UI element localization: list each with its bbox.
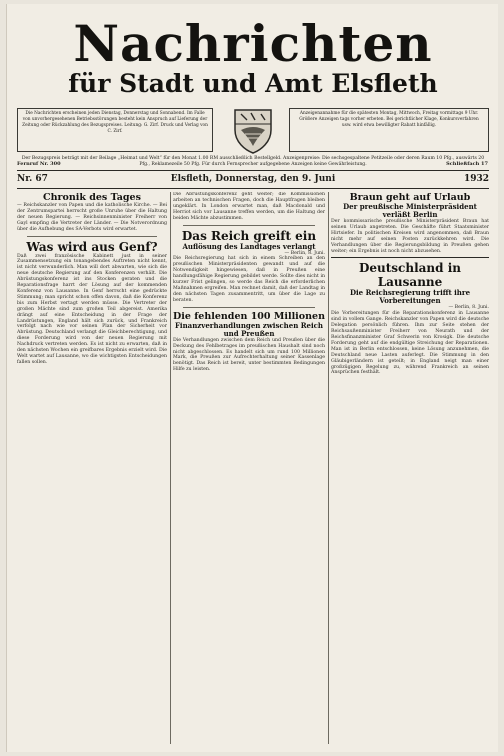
article-text: Der kommissarische preußische Ministerpräsident Braun hat seinen Urlaub angetreten. Die Geschäfte führt Staatsminister Hirtsiefer. In politischen Kreisen wird angenommen, daß Braun nicht mehr auf seinen Posten zurückkehren wird. Die Verhandlungen über die Regierungsbildung in Preußen gehen weiter; ein Ergebnis ist noch nicht abzusehen. <box>331 219 489 254</box>
column-3 <box>331 192 489 744</box>
divider <box>27 236 157 237</box>
article-text: — Reichskanzler von Papen und die katholische Kirche. — Bei der Zentrumspartei herrscht große Unruhe über die Haltung der neuen Regierung. — Reichsinnenminister Freiherr von Gayl empfing die Vertreter der Länder. — Die Notverordnung über die Aufhebung des SA-Verbots wird erwartet. <box>17 203 167 232</box>
top-rule <box>17 170 489 171</box>
article-subheading: Die Reichsregierung trifft ihre Vorbereitungen <box>349 288 471 306</box>
advertising-info-box: Anzeigenannahme für die spätesten Montag, Mittwoch, Freitag vormittags 9 Uhr. Größere Anzeigen tags vorher erbeten. Bei gerichtlicher Klage, Konkursverfahren usw. wird etwa bewilligter Rabatt hinfällig. <box>289 108 489 152</box>
newspaper-page <box>6 4 498 752</box>
column-divider <box>328 192 329 744</box>
article-heading: Das Reich greift ein <box>181 228 317 243</box>
bottom-rule <box>17 188 489 189</box>
article-heading: Chronik des Tages <box>43 192 141 203</box>
article-text: Die Abrüstungskonferenz geht weiter; die Kommissionen arbeiten an technischen Fragen, doch die Hauptfragen bleiben ungeklärt. In London erwartet man, daß Macdonald und Herriot sich vor Lausanne treffen werden, um die Haltung der beiden Mächte abzustimmen. <box>173 192 325 221</box>
article-subheading: Auflösung des Landtages verlangt <box>182 241 316 251</box>
price-line: Der Bezugspreis beträgt mit der Beilage „Heimat und Welt“ für den Monat 1.00 RM ausschließlich Bestellgeld. Anzeigenpreise: Die sechsgespaltene Petitzeile oder deren Raum 10 Pfg., auswärts 20 Pfg., Reklamezeile 50 Pfg. Für durch Fernsprecher aufgegebene Anzeigen keine Gewährleistung. <box>21 156 485 167</box>
dateline: — Berlin, 8. Juni. <box>284 250 325 256</box>
column-2 <box>173 192 325 744</box>
divider <box>183 307 315 308</box>
coat-of-arms-icon <box>227 104 279 156</box>
issue-year: 1932 <box>463 174 489 184</box>
dateline: — Berlin, 8. Juni. <box>448 305 489 311</box>
column-divider <box>170 192 171 744</box>
divider <box>331 257 489 258</box>
article-text: Daß zwei französische Kabinett just in seiner Zusammensetzung ein tonangebendes Auftreten nicht kennt, ist nicht verwunderlich. Man will dort abwarten, wie sich die neue deutsche Regierung auf den Konferenzen verhält. Die Abrüstungskonferenz ist ins Stocken geraten und die Reparationsfrage harrt der Lösung auf der kommenden Konferenz von Lausanne. In Genf herrscht eine gedrückte Stimmung; man spricht schon offen davon, daß die Konferenz bis zum Herbst vertagt werden müsse. Die Vertreter der großen Mächte sind zum großen Teil abgereist. Amerika drängt auf eine Entscheidung in der Frage der Landrüstungen, England hält sich zurück, und Frankreich verfolgt nach wie vor seinen Plan der Sicherheit vor Abrüstung. Deutschland verlangt die Gleichberechtigung, und diese Forderung wird von der neuen Regierung mit Nachdruck vertreten werden. Es ist nicht zu erwarten, daß in den nächsten Wochen ein greifbares Ergebnis erzielt wird. Die Welt wartet auf Lausanne, wo die wichtigsten Entscheidungen fallen sollen. <box>17 253 167 365</box>
po-box: Schließfach 17 <box>446 161 488 167</box>
article-text: Die Reichsregierung hat sich in einem Schreiben an den preußischen Ministerpräsidenten gewandt und auf die Notwendigkeit hingewiesen, daß in Preußen eine handlungsfähige Regierung gebildet werde. Sollte dies nicht in kurzer Frist gelingen, so werde das Reich die erforderlichen Maßnahmen ergreifen. Man rechnet damit, daß der Landtag in den nächsten Tagen zusammentritt, um über die Lage zu beraten. <box>173 256 325 303</box>
issue-number: Nr. 67 <box>17 174 48 184</box>
phone-number: Fernruf Nr. 300 <box>17 161 61 167</box>
masthead-title: Nachrichten <box>73 14 433 73</box>
article-subheading: Finanzverhandlungen zwischen Reich und Preußen <box>174 320 324 338</box>
issue-line <box>17 173 489 187</box>
article-heading: Deutschland in Lausanne <box>358 261 461 290</box>
article-text: Die Verhandlungen zwischen dem Reich und Preußen über die Deckung des Fehlbetrages im preußischen Haushalt sind noch nicht abgeschlossen. Es handelt sich um rund 100 Millionen Mark, die Preußen zur Aufrechterhaltung seiner Kassenlage benötigt. Das Reich ist bereit, unter bestimmten Bedingungen Hilfe zu leisten. <box>173 337 325 373</box>
article-heading: Die fehlenden 100 Millionen <box>173 310 325 322</box>
article-text: Die Vorbereitungen für die Reparationskonferenz in Lausanne sind in vollem Gange. Reichskanzler von Papen wird die deutsche Delegation persönlich führen. Ihm zur Seite stehen der Reichsaußenminister Freiherr von Neurath und der Reichsfinanzminister Graf Schwerin von Krosigk. Die deutsche Forderung geht auf die endgültige Streichung der Reparationen. Man ist in Berlin entschlossen, keine Lösung anzunehmen, die Deutschland neue Lasten auferlegt. Die Stimmung in den Gläubigerländern ist geteilt; in England neigt man einer großzügigen Regelung zu, während Frankreich an seinen Ansprüchen festhält. <box>331 311 489 376</box>
issue-date: Elsfleth, Donnerstag, den 9. Juni <box>170 174 336 184</box>
article-subheading: Der preußische Ministerpräsident verläßt Berlin <box>343 202 477 219</box>
article-heading: Was wird aus Genf? <box>26 239 158 254</box>
column-1 <box>17 192 167 744</box>
divider <box>183 225 315 226</box>
masthead-subtitle: für Stadt und Amt Elsfleth <box>68 69 438 98</box>
publication-info-box: Die Nachrichten erscheinen jeden Dienstag, Donnerstag und Sonnabend. Im Falle von unvorhergesehenen Betriebsstörungen besteht kein Anspruch auf Lieferung der Zeitung oder Rückzahlung des Bezugspreises. Leitung: G. Zirf. Druck und Verlag von C. Zirf. <box>17 108 213 152</box>
article-heading: Braun geht auf Urlaub <box>349 192 471 203</box>
